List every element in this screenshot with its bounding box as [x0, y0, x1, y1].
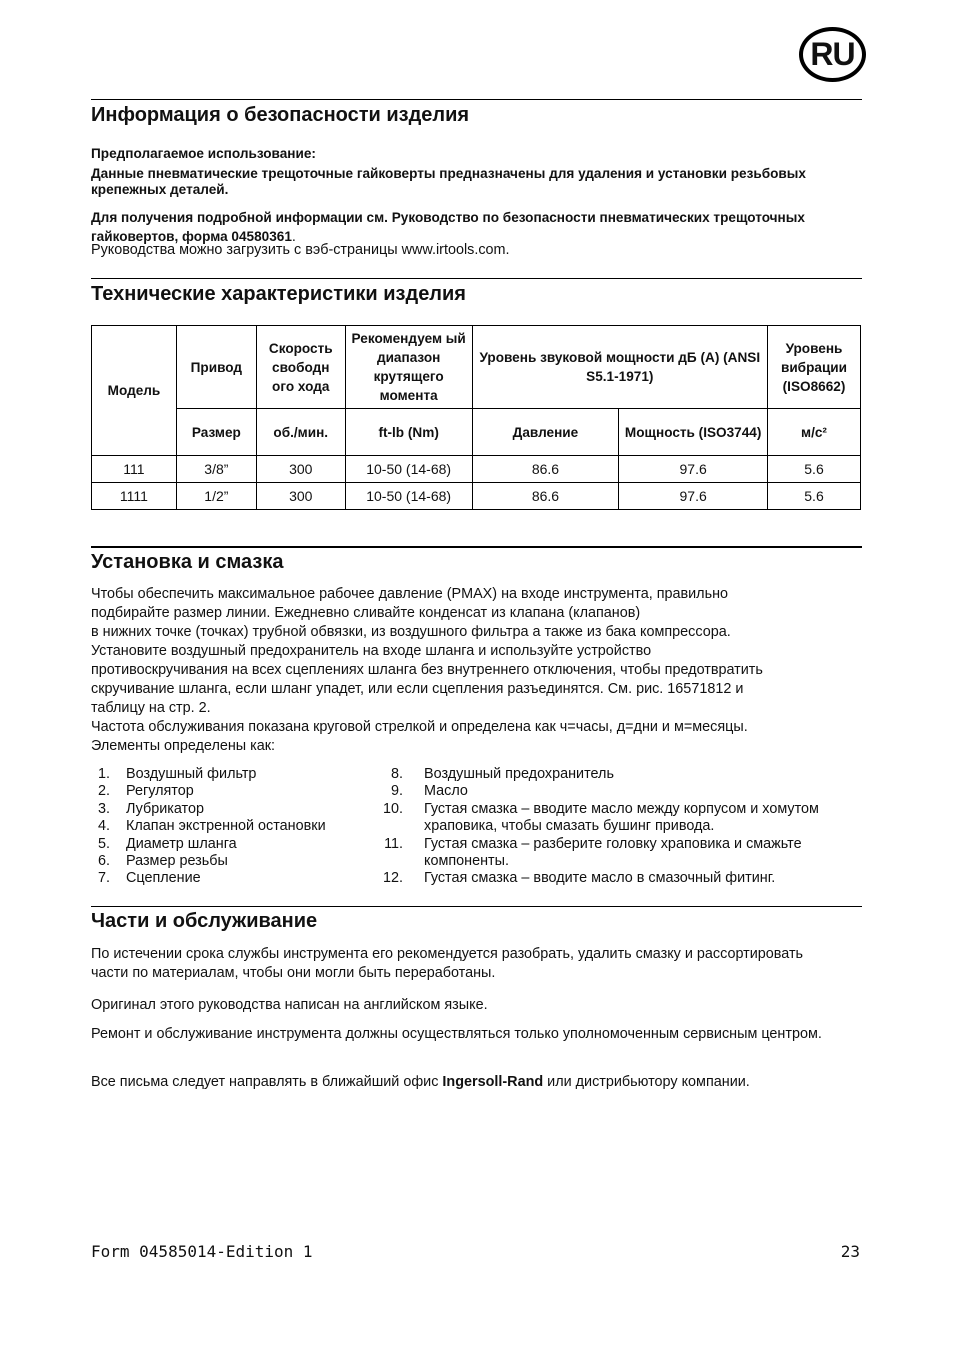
parts-paragraph-1: По истечении срока службы инструмента его рекомендуется разобрать, удалить смазку и рассортировать части по материалам, чтобы они могли быть переработаны.: [91, 946, 804, 981]
list-number: 2.: [97, 783, 110, 800]
header-pressure: Давление: [472, 409, 619, 456]
divider: [91, 99, 862, 100]
footer-form: Form 04585014-Edition 1: [91, 1242, 313, 1261]
install-line: противоскручивания на всех сцеплениях шланга без внутреннего отключения, чтобы предотвратить: [91, 662, 763, 678]
safety-info-text: Для получения подробной информации см. Руководство по безопасности пневматических трещоточных гайковертов, форма 04580361: [91, 210, 805, 244]
parts-paragraph-4: [91, 1073, 866, 1092]
cell-pressure: 86.6: [472, 483, 619, 510]
divider: [91, 278, 862, 279]
cell-vibration: 5.6: [768, 456, 861, 483]
list-number: 3.: [97, 800, 110, 817]
divider: [91, 906, 862, 907]
cell-power: 97.6: [619, 456, 768, 483]
install-line: Чтобы обеспечить максимальное рабочее давление (PMAX) на входе инструмента, правильно: [91, 586, 729, 602]
intended-use-label: Предполагаемое использование:: [91, 146, 316, 161]
list-item: [75, 870, 375, 887]
divider: [91, 546, 862, 548]
section-title-parts: Части и обслуживание: [91, 910, 318, 932]
install-line: подбирайте размер линии. Ежедневно сливайте конденсат из клапана (клапанов): [91, 605, 641, 621]
section-title-install: Установка и смазка: [91, 551, 284, 573]
list-number: 4.: [97, 818, 110, 835]
header-size: Размер: [176, 409, 256, 456]
section-title-specs: Технические характеристики изделия: [91, 283, 466, 305]
list-text: Размер резьбы: [126, 853, 228, 870]
parts-p4-after: или дистрибьютору компании.: [543, 1074, 750, 1090]
list-item: [368, 801, 863, 836]
list-text: Густая смазка – вводите масло в смазочный фитинг.: [424, 870, 776, 887]
list-item: [75, 836, 375, 853]
cell-model: 111: [92, 456, 177, 483]
list-item: [368, 870, 863, 887]
install-line: скручивание шланга, если шланг упадет, или если сцепления разъединятся. См. рис. 16571812 и: [91, 681, 744, 697]
spec-table: [91, 325, 861, 510]
cell-rpm: 300: [256, 483, 345, 510]
brand-name: Ingersoll-Rand: [442, 1074, 544, 1090]
parts-paragraph-2: Оригинал этого руководства написан на английском языке.: [91, 997, 488, 1013]
list-number: 1.: [97, 766, 110, 782]
cell-power: 97.6: [619, 483, 768, 510]
list-text: Воздушный фильтр: [126, 766, 257, 782]
header-ms2: м/с²: [768, 409, 861, 456]
header-model: Модель: [92, 326, 177, 456]
table-row: [92, 456, 861, 483]
header-sound: Уровень звуковой мощности дБ (А) (ANSI S5.1-1971): [472, 326, 767, 409]
install-line: таблицу на стр. 2.: [91, 700, 211, 716]
list-text: Воздушный предохранитель: [424, 766, 614, 782]
footer-page-number: 23: [840, 1242, 860, 1261]
cell-vibration: 5.6: [768, 483, 861, 510]
header-torque: Рекомендуем ый диапазон крутящего момента: [345, 326, 472, 409]
parts-paragraph-3: Ремонт и обслуживание инструмента должны осуществляться только уполномоченным сервисным центром.: [91, 1026, 822, 1042]
list-item: [75, 801, 375, 818]
list-item: [368, 783, 863, 800]
list-number: 11.: [384, 835, 403, 852]
header-ftlb: ft-lb (Nm): [345, 409, 472, 456]
list-text: Масло: [424, 783, 468, 800]
list-item: [368, 836, 863, 871]
list-item: [75, 853, 375, 870]
list-text: Густая смазка – разберите головку храповика и смажьте компоненты.: [424, 835, 802, 870]
cell-size: 1/2”: [176, 483, 256, 510]
elements-list-left: [75, 766, 375, 888]
list-item: [75, 818, 375, 835]
list-number: 12.: [382, 870, 403, 887]
cell-torque: 10-50 (14-68): [345, 483, 472, 510]
elements-list-right: [368, 766, 863, 888]
header-drive: Привод: [176, 326, 256, 409]
header-power: Мощность (ISO3744): [619, 409, 768, 456]
section-title-safety: Информация о безопасности изделия: [91, 104, 470, 126]
download-text: Руководства можно загрузить с вэб-страницы www.irtools.com.: [91, 242, 510, 258]
intended-use-text: Данные пневматические трещоточные гайковерты предназначены для удаления и установки резьбовых крепежных деталей.: [91, 166, 806, 197]
install-line: Элементы определены как:: [91, 738, 276, 754]
header-rpm: об./мин.: [256, 409, 345, 456]
header-free-speed: Скорость свободн ого хода: [256, 326, 345, 409]
list-text: Густая смазка – вводите масло между корпусом и хомутом храповика, чтобы смазать бушинг привода.: [424, 800, 819, 835]
list-item: [75, 766, 375, 783]
list-number: 5.: [97, 835, 110, 852]
list-item: [368, 766, 863, 783]
list-text: Клапан экстренной остановки: [126, 818, 326, 835]
cell-torque: 10-50 (14-68): [345, 456, 472, 483]
cell-pressure: 86.6: [472, 456, 619, 483]
install-paragraph: [91, 585, 866, 756]
list-number: 10.: [382, 800, 403, 817]
cell-size: 3/8”: [176, 456, 256, 483]
language-badge: RU: [799, 27, 866, 82]
list-number: 6.: [97, 853, 110, 870]
list-text: Регулятор: [126, 783, 194, 800]
table-row: [92, 483, 861, 510]
list-text: Диаметр шланга: [126, 835, 237, 852]
install-line: Частота обслуживания показана круговой стрелкой и определена как ч=часы, д=дни и м=месяцы.: [91, 719, 748, 735]
parts-p4-before: Все письма следует направлять в ближайший офис: [91, 1074, 443, 1090]
list-text: Лубрикатор: [126, 800, 204, 817]
install-line: в нижних точке (точках) трубной обвязки, из воздушного фильтра а также из бака компрессора.: [91, 624, 731, 640]
list-number: 7.: [97, 870, 110, 887]
safety-info-period: .: [291, 229, 296, 245]
list-number: 9.: [390, 783, 403, 800]
install-line: Установите воздушный предохранитель на входе шланга и используйте устройство: [91, 643, 652, 659]
cell-model: 1111: [92, 483, 177, 510]
header-vibration: Уровень вибрации (ISO8662): [768, 326, 861, 409]
list-number: 8.: [390, 766, 403, 782]
list-text: Сцепление: [126, 870, 201, 887]
cell-rpm: 300: [256, 456, 345, 483]
list-item: [75, 783, 375, 800]
